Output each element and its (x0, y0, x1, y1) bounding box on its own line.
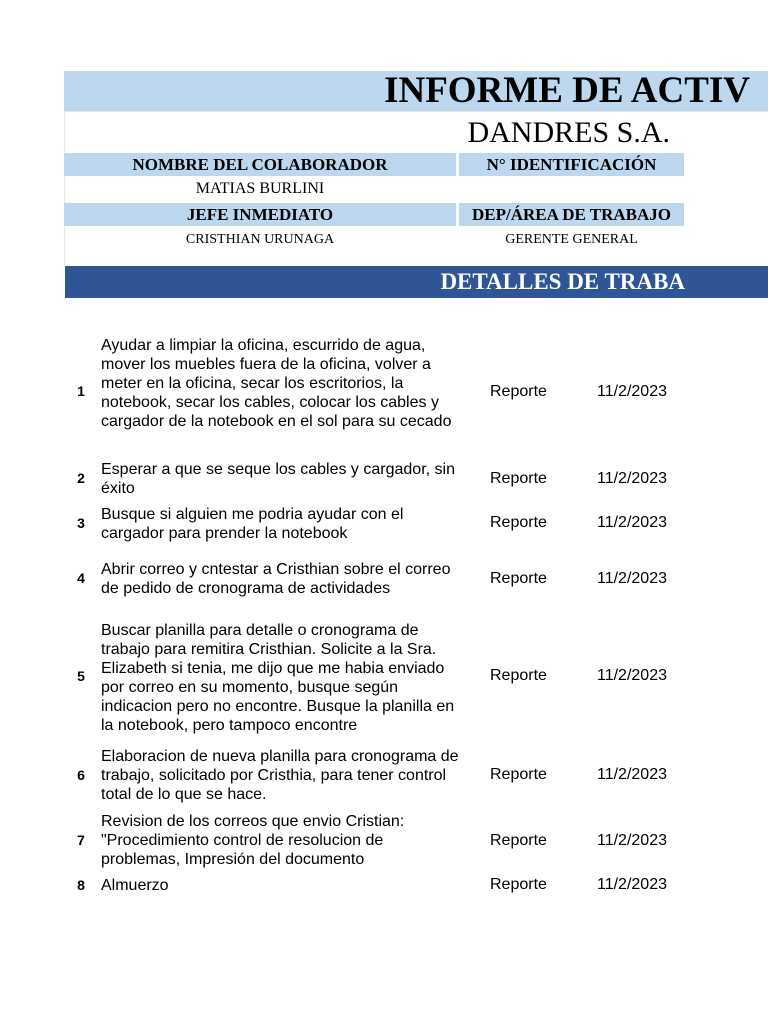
activity-description: Elaboracion de nueva planilla para cronograma de trabajo, solicitado por Cristhia, para tener control total de lo que se hace. (101, 748, 459, 803)
id-label: N° IDENTIFICACIÓN (486, 155, 657, 174)
activity-description: Buscar planilla para detalle o cronograma de trabajo para remitira Cristhian. Solicite a la Sra. Elizabeth si tenia, me dijo que me habia enviado por correo en su momento, busque según indicacion pero no encontre. Busque la planilla en la notebook, pero tampoco encontre (101, 622, 455, 734)
activity-number: 2 (77, 470, 85, 486)
report-title: INFORME DE ACTIV (384, 71, 750, 111)
activity-row (0, 621, 768, 735)
activity-description: Busque si alguien me podria ayudar con el cargador para prender la notebook (101, 506, 404, 542)
activity-description: Esperar a que se seque los cables y cargador, sin éxito (101, 461, 455, 497)
activity-number: 4 (77, 570, 85, 586)
dept-value: GERENTE GENERAL (505, 232, 638, 247)
activity-number: 7 (77, 832, 85, 848)
activity-type: Reporte (490, 766, 547, 783)
activity-date: 11/2/2023 (597, 514, 667, 531)
activity-row (0, 505, 768, 543)
activity-row (0, 876, 768, 896)
activity-row (0, 460, 768, 498)
activity-row (0, 336, 768, 450)
activity-date: 11/2/2023 (597, 667, 667, 684)
dept-label: DEP/ÁREA DE TRABAJO (472, 205, 671, 224)
company-name: DANDRES S.A. (467, 116, 670, 149)
details-title: DETALLES DE TRABA (440, 269, 685, 294)
activity-number: 3 (77, 515, 85, 531)
activity-date: 11/2/2023 (597, 832, 667, 849)
divider (64, 111, 768, 112)
activity-type: Reporte (490, 470, 547, 487)
activity-type: Reporte (490, 832, 547, 849)
boss-label: JEFE INMEDIATO (186, 205, 334, 224)
activity-row (0, 560, 768, 598)
collaborator-value: MATIAS BURLINI (195, 180, 325, 197)
activity-date: 11/2/2023 (597, 876, 667, 893)
activity-date: 11/2/2023 (597, 383, 667, 400)
activity-type: Reporte (490, 876, 547, 893)
activity-date: 11/2/2023 (597, 570, 667, 587)
activity-description: Abrir correo y cntestar a Cristhian sobre el correo de pedido de cronograma de actividades (101, 561, 451, 597)
activity-description: Almuerzo (101, 877, 169, 894)
activity-type: Reporte (490, 570, 547, 587)
activity-number: 1 (77, 383, 85, 399)
collaborator-label: NOMBRE DEL COLABORADOR (132, 155, 388, 174)
activity-description: Ayudar a limpiar la oficina, escurrido de agua, mover los muebles fuera de la oficina, volver a meter en la oficina, secar los escritorios, la notebook, secar los cables, colocar los cables y cargador de la notebook en el sol para su cecado (101, 337, 452, 430)
activity-description: Revision de los correos que envio Cristian: "Procedimiento control de resolucion de problemas, Impresión del documento (101, 813, 405, 868)
activity-row (0, 747, 768, 804)
activity-date: 11/2/2023 (597, 470, 667, 487)
activity-number: 6 (77, 767, 85, 783)
activity-type: Reporte (490, 667, 547, 684)
activity-number: 8 (77, 877, 85, 893)
boss-value: CRISTHIAN URUNAGA (185, 232, 335, 247)
activity-number: 5 (77, 668, 85, 684)
activity-date: 11/2/2023 (597, 766, 667, 783)
activity-type: Reporte (490, 383, 547, 400)
activity-type: Reporte (490, 514, 547, 531)
activity-row (0, 812, 768, 869)
